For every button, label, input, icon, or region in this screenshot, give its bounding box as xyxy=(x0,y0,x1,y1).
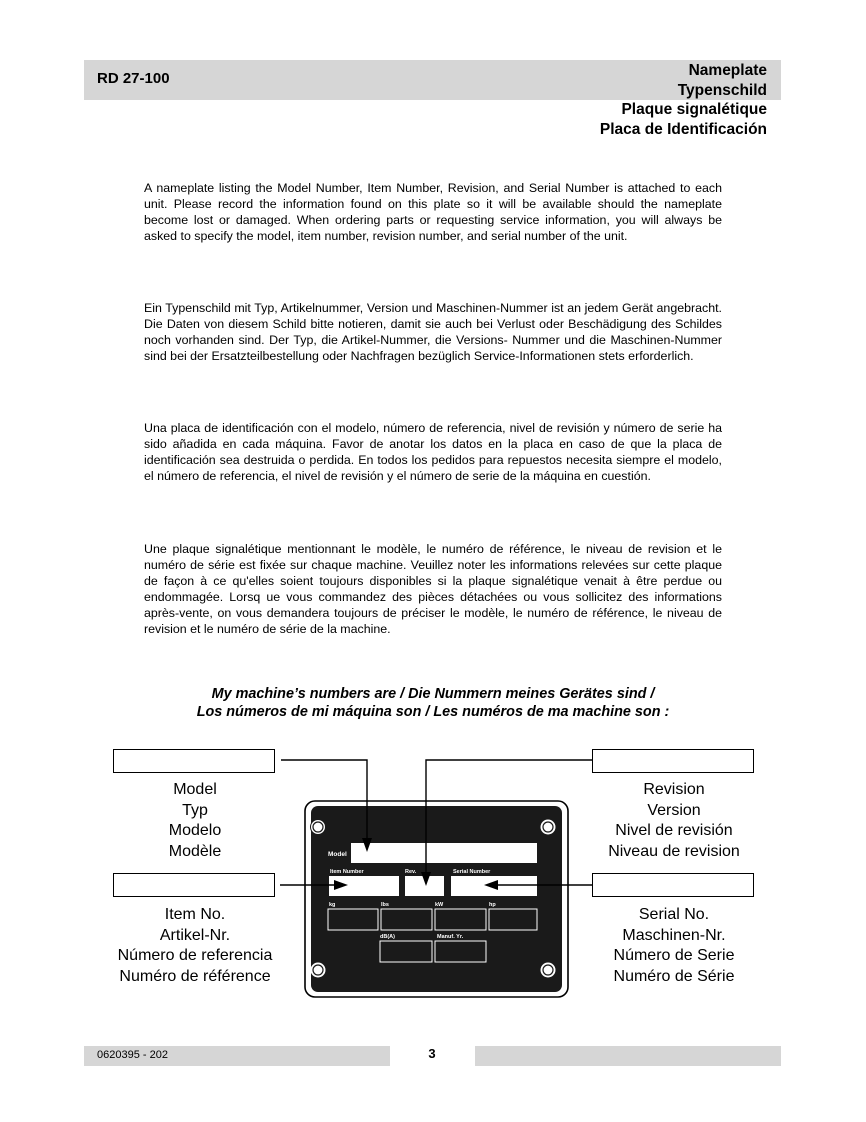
plate-model-field xyxy=(351,843,537,863)
plate-dba-label: dB(A) xyxy=(380,934,395,940)
model-code: RD 27-100 xyxy=(97,70,170,87)
revision-label-es: Nivel de revisión xyxy=(615,822,733,839)
item-entry-box[interactable] xyxy=(113,873,275,897)
page-number: 3 xyxy=(428,1046,436,1061)
paragraph-german: Ein Typenschild mit Typ, Artikelnummer, Version und Maschinen-Nummer ist an jedem Gerät angebracht. Die Daten von diesem Schild bitte notieren, damit sie auch bei Verlust oder Beschädigung des Schildes noch vorhanden sind. Der Typ, die Artikel-Nummer, die Versions- Nummer und die Maschinen-Nummer sind bei der Ersatzteilbestellung oder Nachfragen bezüglich Service-Informationen stets erforderlich. xyxy=(144,301,722,363)
plate-manuf-label: Manuf. Yr. xyxy=(437,934,464,940)
caption-line-2: Los números de mi máquina son / Les numéros de ma machine son : xyxy=(196,703,670,720)
revision-entry-box[interactable] xyxy=(592,749,754,773)
item-label-de: Artikel-Nr. xyxy=(159,926,231,944)
title-en: Nameplate xyxy=(688,62,767,79)
revision-label-group xyxy=(593,780,755,862)
model-label-group xyxy=(114,780,276,862)
paragraph-english: A nameplate listing the Model Number, Item Number, Revision, and Serial Number is attached to each unit. Please record the information found on this plate so it will be available should the nameplate become lost or damaged. When ordering parts or requesting service information, you will always be asked to specify the model, item number, revision number, and serial number of the unit. xyxy=(144,181,722,243)
title-es: Placa de Identificación xyxy=(599,120,767,138)
plate-model-label: Model xyxy=(328,851,347,858)
plate-kg-label: kg xyxy=(329,902,336,908)
serial-label-group xyxy=(583,905,765,987)
item-label-fr: Numéro de référence xyxy=(119,967,271,985)
model-label-fr: Modèle xyxy=(168,842,222,860)
plate-hp-label: hp xyxy=(489,902,496,908)
title-de: Typenschild xyxy=(677,81,767,99)
model-label-es: Modelo xyxy=(168,822,222,839)
model-label-en: Model xyxy=(173,781,217,798)
plate-kw-label: kW xyxy=(435,902,444,908)
serial-label-de: Maschinen-Nr. xyxy=(622,926,726,944)
serial-label-fr: Numéro de Série xyxy=(613,967,735,985)
revision-label-fr: Niveau de revision xyxy=(608,842,740,860)
serial-label-es: Número de Serie xyxy=(613,947,735,964)
plate-rev-label: Rev. xyxy=(405,869,417,875)
item-label-group xyxy=(104,905,286,987)
item-label-es: Número de referencia xyxy=(117,947,273,964)
footer-bar-right xyxy=(475,1046,781,1066)
plate-lbs-label: lbs xyxy=(381,902,389,908)
serial-entry-box[interactable] xyxy=(592,873,754,897)
item-label-en: Item No. xyxy=(164,906,226,923)
revision-label-en: Revision xyxy=(643,781,705,798)
paragraph-french: Une plaque signalétique mentionnant le modèle, le numéro de référence, le niveau de revision et le numéro de série est fixée sur chaque machine. Veuillez noter les informations relevées sur cette plaque de façon à ce qu'elles soient toujours disponibles si la plaque signalétique venait à être perdue ou endommagée. Lorsq ue vous commandez des pièces détachées ou vous sollicitez des informations après-vente, on vous demandera toujours de préciser le modèle, le numéro de référence, le niveau de revision et le numéro de série de la machine. xyxy=(144,542,722,636)
revision-label-de: Version xyxy=(647,801,701,819)
model-entry-box[interactable] xyxy=(113,749,275,773)
plate-item-label: Item Number xyxy=(330,869,364,875)
plate-body xyxy=(311,806,562,992)
caption-line-1: My machine’s numbers are / Die Nummern meines Gerätes sind / xyxy=(211,686,655,702)
serial-label-en: Serial No. xyxy=(638,906,710,923)
plate-serial-label: Serial Number xyxy=(453,869,491,875)
document-code: 0620395 - 202 xyxy=(97,1049,168,1061)
paragraph-spanish: Una placa de identificación con el modelo, número de referencia, nivel de revisión y número de serie ha sido añadida en cada máquina. Favor de anotar los datos en la placa en caso de que la placa de identificación sea destruida o perdida. En todos los pedidos para repuestos necesita siempre el modelo, el número de referencia, el nivel de revisión y el número de serie de la máquina en cuestión. xyxy=(144,421,722,483)
title-fr: Plaque signalétique xyxy=(621,101,767,118)
model-label-de: Typ xyxy=(182,801,208,819)
